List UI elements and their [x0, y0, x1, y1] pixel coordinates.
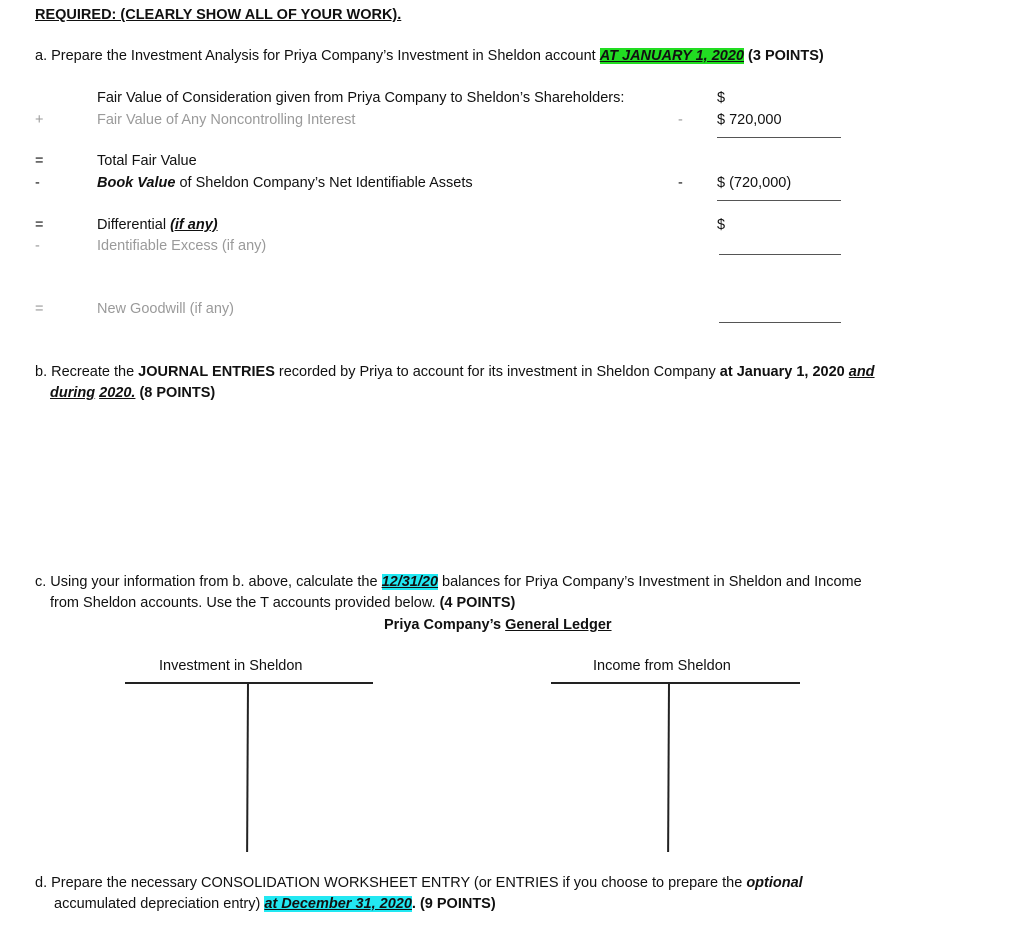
part-d-t1: d. Prepare the necessary CONSOLIDATION WORKSHEET ENTRY (or ENTRIES if you choose to prepare the — [35, 875, 747, 891]
row-differential-amount: $ — [717, 217, 726, 233]
row-book-value-dash: - — [678, 175, 683, 191]
part-c-t1: c. Using your information from b. above, calculate the — [35, 574, 382, 590]
ledger-general-ledger: General Ledger — [505, 617, 612, 633]
part-b-journal-entries: JOURNAL ENTRIES — [138, 364, 275, 380]
t-account-income-stem — [667, 682, 669, 852]
part-b-prompt-line1 — [35, 364, 875, 380]
part-a-text: a. Prepare the Investment Analysis for Priya Company’s Investment in Sheldon account — [35, 48, 600, 64]
row-fv-nci-amount: $ 720,000 — [717, 112, 782, 128]
row-fv-consideration-amount: $ — [717, 90, 726, 106]
part-d-prompt-line1 — [35, 875, 803, 891]
row-goodwill-operator: = — [35, 301, 44, 317]
part-a-date-highlight: AT JANUARY 1, 2020 — [599, 48, 744, 64]
row-fv-consideration-label: Fair Value of Consideration given from Priya Company to Sheldon’s Shareholders: — [97, 90, 625, 106]
row-fv-nci-label: Fair Value of Any Noncontrolling Interest — [97, 112, 356, 128]
fv-underline — [717, 137, 841, 138]
part-d-points: . (9 POINTS) — [411, 896, 496, 912]
t-account-income-title: Income from Sheldon — [593, 658, 731, 674]
part-d-date-highlight: at December 31, 2020 — [264, 896, 412, 912]
part-b-year: 2020. — [99, 385, 136, 401]
row-total-fv-operator: = — [35, 153, 44, 169]
row-book-value-amount: $ (720,000) — [717, 175, 792, 191]
part-c-points: (4 POINTS) — [439, 595, 516, 611]
part-b-prompt-line2 — [50, 385, 215, 401]
part-d-optional: optional — [746, 875, 803, 891]
required-heading: REQUIRED: (CLEARLY SHOW ALL OF YOUR WORK). — [35, 7, 402, 23]
part-c-line2: from Sheldon accounts. Use the T accounts provided below. — [50, 595, 440, 611]
t-account-investment-top — [125, 682, 373, 684]
row-ident-excess-operator: - — [35, 238, 40, 254]
row-differential-label — [97, 217, 218, 233]
part-c-t2: balances for Priya Company’s Investment in Sheldon and Income — [438, 574, 862, 590]
t-account-income-top — [551, 682, 800, 684]
part-b-during: during — [50, 385, 96, 401]
excess-underline — [719, 254, 841, 255]
part-b-and: and — [848, 364, 875, 380]
differential-if-any: (if any) — [170, 217, 218, 233]
row-book-value-operator: - — [35, 175, 40, 191]
part-b-t1: b. Recreate the — [35, 364, 139, 380]
part-a-prompt — [35, 48, 824, 64]
row-ident-excess-label: Identifiable Excess (if any) — [97, 238, 267, 254]
row-book-value-label — [97, 175, 473, 191]
row-fv-nci-operator: + — [35, 112, 44, 128]
differential-text: Differential — [97, 217, 171, 233]
part-b-points: (8 POINTS) — [135, 385, 216, 401]
part-c-prompt-line2 — [50, 595, 515, 611]
row-total-fv-label: Total Fair Value — [97, 153, 197, 169]
part-a-points: (3 POINTS) — [744, 48, 824, 64]
book-value-bold: Book Value — [97, 175, 176, 191]
t-account-investment-title: Investment in Sheldon — [159, 658, 303, 674]
part-b-date: at January 1, 2020 — [719, 364, 845, 380]
goodwill-underline — [719, 322, 841, 323]
part-c-prompt-line1 — [35, 574, 862, 590]
t-account-investment-stem — [246, 682, 248, 852]
part-d-line2: accumulated depreciation entry) — [54, 896, 265, 912]
part-d-prompt-line2 — [54, 896, 496, 912]
part-b-t3: recorded by Priya to account for its investment in Sheldon Company — [274, 364, 720, 380]
part-c-date-highlight: 12/31/20 — [381, 574, 439, 590]
book-value-underline — [717, 200, 841, 201]
book-value-rest: of Sheldon Company’s Net Identifiable Assets — [175, 175, 473, 191]
row-goodwill-label: New Goodwill (if any) — [97, 301, 234, 317]
ledger-prefix: Priya Company’s — [384, 617, 506, 633]
row-differential-operator: = — [35, 217, 44, 233]
row-fv-nci-dash: - — [678, 112, 683, 128]
ledger-title — [384, 617, 612, 633]
